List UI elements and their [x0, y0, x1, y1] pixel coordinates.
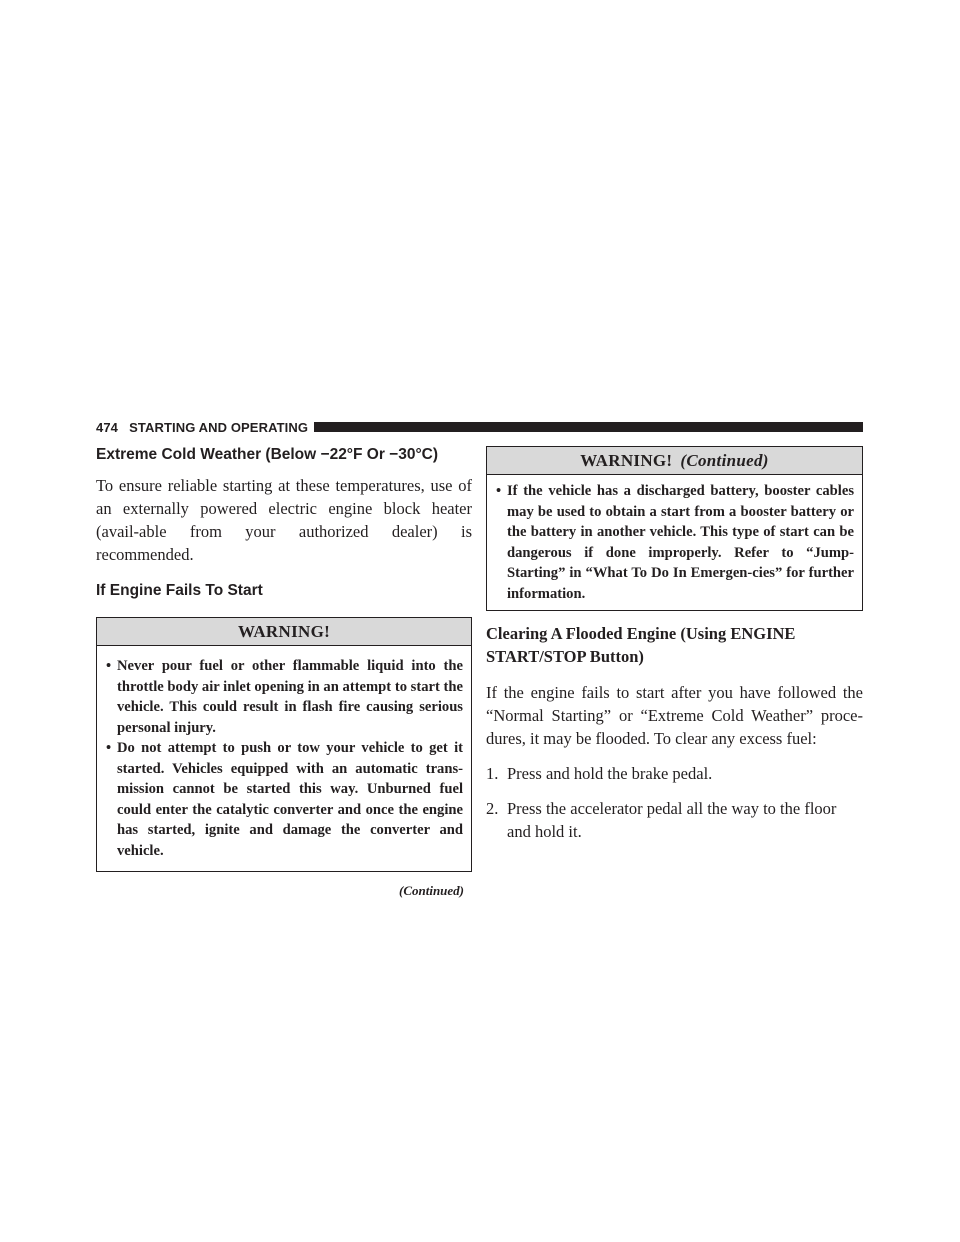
heading-engine-fails: If Engine Fails To Start [96, 582, 263, 599]
step-text: Press the accelerator pedal all the way to the floor and hold it. [507, 799, 837, 841]
warning-bullet [496, 481, 854, 604]
bullet-text: If the vehicle has a discharged battery, booster cables may be used to obtain a start from a booster battery or the battery in another vehicle. This type of start can be dangerous if done improperly. Refer to “Jump-Starting” in “What To Do In Emergen-cies” for further information. [507, 483, 854, 602]
step-number: 1. [486, 764, 499, 783]
warning-box [96, 617, 472, 872]
list-item [486, 797, 863, 843]
bullet-text: Never pour fuel or other flammable liquid into the throttle body air inlet opening in an attempt to start the vehicle. This could result in flash fire causing serious personal injury. [117, 658, 463, 736]
bullet-dot: • [106, 740, 112, 756]
header-rule [314, 422, 863, 432]
bullet-dot: • [106, 658, 112, 674]
bullet-text: Do not attempt to push or tow your vehicle to get it started. Vehicles equipped with an automatic trans-mission cannot be started this way. Unburned fuel could enter the catalytic converter and once the engine has started, ignite and damage the converter and vehicle. [117, 740, 463, 859]
warning-title-label: WARNING! [580, 451, 673, 470]
warning-box-continued [486, 446, 863, 611]
paragraph-extreme-cold: To ensure reliable starting at these temperatures, use of an externally powered electric engine block heater (avail-able from your authorized dealer) is recommended. [96, 476, 472, 564]
steps-list [486, 762, 863, 843]
right-column [486, 446, 863, 843]
section-title: STARTING AND OPERATING [129, 419, 309, 435]
step-number: 2. [486, 799, 499, 818]
heading-flooded-line1: Clearing A Flooded Engine (Using ENGINE [486, 624, 796, 643]
header-label [96, 420, 314, 435]
warning-bullet [106, 738, 463, 861]
bullet-dot: • [496, 483, 502, 499]
warning-bullet [106, 656, 463, 738]
page-header [96, 418, 863, 436]
paragraph-flooded: If the engine fails to start after you have followed the “Normal Starting” or “Extreme Cold Weather” proce-dures, it may be flooded. To clear any excess fuel: [486, 683, 863, 748]
warning-title: WARNING! [97, 618, 471, 646]
continued-note: (Continued) [398, 883, 464, 898]
page-number: 474 [96, 419, 118, 435]
left-column [96, 446, 472, 899]
warning-title [487, 447, 862, 475]
heading-extreme-cold: Extreme Cold Weather (Below −22°F Or −30°C) [96, 446, 439, 463]
warning-body [487, 475, 862, 610]
heading-flooded-line2: START/STOP Button) [486, 647, 644, 666]
warning-title-continued: (Continued) [680, 451, 769, 470]
warning-body [97, 646, 471, 871]
step-text: Press and hold the brake pedal. [507, 764, 713, 783]
list-item [486, 762, 863, 785]
heading-flooded-engine [486, 622, 863, 668]
